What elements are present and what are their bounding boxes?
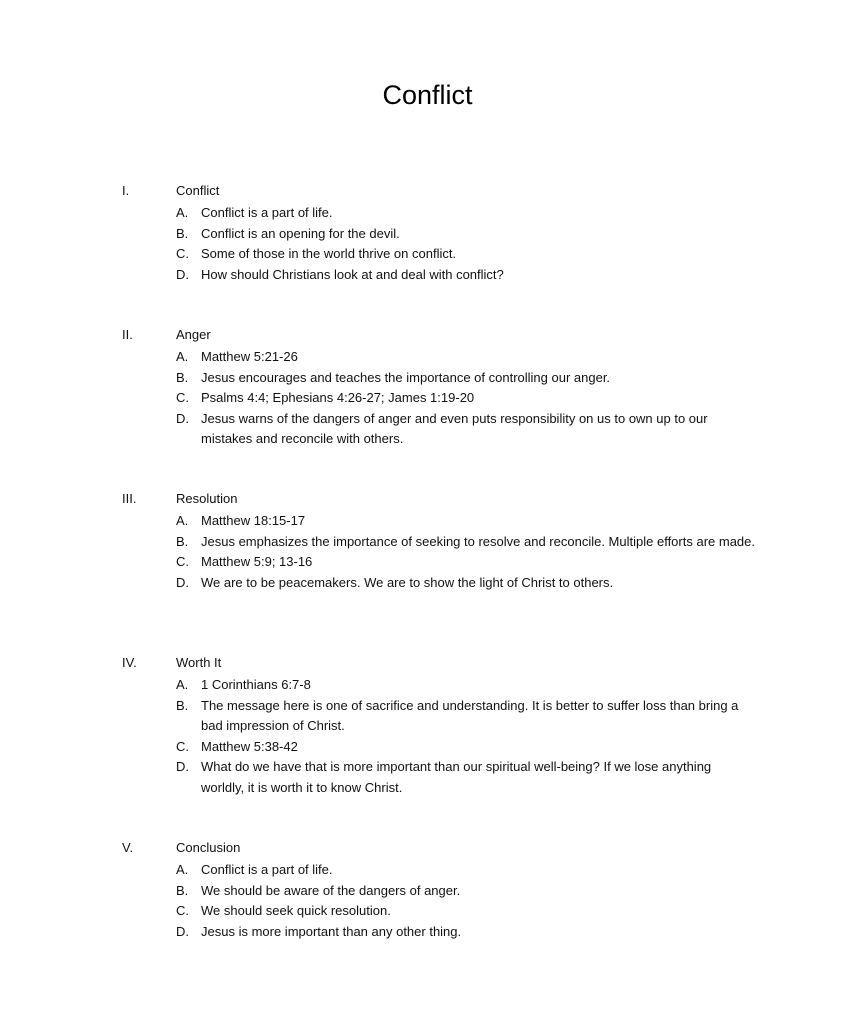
list-item bbox=[176, 881, 756, 902]
item-letter: C. bbox=[176, 390, 189, 405]
item-letter: A. bbox=[176, 862, 189, 877]
item-letter: A. bbox=[176, 677, 189, 692]
list-item bbox=[176, 573, 756, 594]
list-item bbox=[176, 901, 756, 922]
section-heading: Anger bbox=[176, 327, 211, 342]
list-item bbox=[176, 244, 756, 265]
page-title: Conflict bbox=[382, 80, 473, 110]
item-letter: C. bbox=[176, 738, 189, 754]
list-item bbox=[176, 224, 756, 245]
item-text: The message here is one of sacrifice and understanding. It is better to suffer loss than bring a bad impression of Christ. bbox=[201, 697, 739, 733]
item-letter: A. bbox=[176, 513, 189, 528]
item-text: Conflict is a part of life. bbox=[201, 862, 333, 877]
section-numeral: III. bbox=[122, 491, 137, 506]
item-letter: C. bbox=[176, 554, 189, 569]
item-list bbox=[176, 511, 756, 593]
section-numeral: I. bbox=[122, 183, 130, 198]
list-item bbox=[176, 737, 756, 758]
list-item bbox=[176, 409, 756, 450]
item-letter: A. bbox=[176, 349, 189, 364]
item-text: 1 Corinthians 6:7-8 bbox=[201, 677, 311, 692]
item-letter: D. bbox=[176, 410, 189, 426]
item-letter: B. bbox=[176, 697, 189, 713]
item-text: Conflict is an opening for the devil. bbox=[201, 225, 400, 241]
item-list bbox=[176, 675, 756, 798]
item-text: Jesus warns of the dangers of anger and even puts responsibility on us to own up to our mistakes and reconcile with others. bbox=[201, 410, 708, 446]
list-item bbox=[176, 368, 756, 389]
list-item bbox=[176, 265, 756, 286]
list-item bbox=[176, 860, 756, 881]
item-letter: A. bbox=[176, 205, 189, 220]
item-text: Matthew 5:9; 13-16 bbox=[201, 554, 313, 569]
section-heading: Conclusion bbox=[176, 840, 241, 855]
item-text: Jesus emphasizes the importance of seeking to resolve and reconcile. Multiple efforts are made. bbox=[201, 533, 755, 549]
item-text: Jesus is more important than any other thing. bbox=[201, 923, 462, 939]
item-text: Some of those in the world thrive on conflict. bbox=[201, 246, 457, 261]
item-text: How should Christians look at and deal with conflict? bbox=[201, 266, 504, 282]
item-text: Matthew 5:21-26 bbox=[201, 349, 298, 364]
list-item bbox=[176, 552, 756, 573]
section-numeral: V. bbox=[122, 840, 134, 855]
list-item bbox=[176, 388, 756, 409]
item-text: We should be aware of the dangers of anger. bbox=[201, 882, 461, 898]
item-letter: B. bbox=[176, 225, 189, 241]
item-text: Psalms 4:4; Ephesians 4:26-27; James 1:19-20 bbox=[201, 390, 475, 405]
item-list bbox=[176, 203, 756, 285]
item-letter: C. bbox=[176, 246, 189, 261]
item-list bbox=[176, 347, 756, 450]
item-letter: B. bbox=[176, 882, 189, 898]
item-text: We should seek quick resolution. bbox=[201, 903, 391, 918]
item-text: What do we have that is more important than our spiritual well-being? If we lose anything worldly, it is worth it to know Christ. bbox=[201, 759, 712, 795]
list-item bbox=[176, 532, 756, 553]
item-letter: D. bbox=[176, 574, 189, 590]
item-text: We are to be peacemakers. We are to show the light of Christ to others. bbox=[201, 574, 614, 590]
item-text: Matthew 18:15-17 bbox=[201, 513, 306, 528]
item-letter: C. bbox=[176, 903, 189, 918]
list-item bbox=[176, 757, 756, 798]
item-letter: B. bbox=[176, 533, 189, 549]
item-letter: D. bbox=[176, 923, 189, 939]
item-text: Conflict is a part of life. bbox=[201, 205, 333, 220]
list-item bbox=[176, 675, 756, 696]
list-item bbox=[176, 696, 756, 737]
list-item bbox=[176, 511, 756, 532]
item-list bbox=[176, 860, 756, 942]
list-item bbox=[176, 203, 756, 224]
section-heading: Resolution bbox=[176, 491, 238, 506]
item-text: Jesus encourages and teaches the importance of controlling our anger. bbox=[201, 369, 611, 385]
section-heading: Worth It bbox=[176, 655, 222, 670]
section-numeral: IV. bbox=[122, 655, 137, 670]
list-item bbox=[176, 347, 756, 368]
item-text: Matthew 5:38-42 bbox=[201, 738, 298, 754]
item-letter: B. bbox=[176, 369, 189, 385]
section-numeral: II. bbox=[122, 327, 133, 342]
item-letter: D. bbox=[176, 266, 189, 282]
list-item bbox=[176, 922, 756, 943]
item-letter: D. bbox=[176, 759, 189, 774]
section-heading: Conflict bbox=[176, 183, 220, 198]
